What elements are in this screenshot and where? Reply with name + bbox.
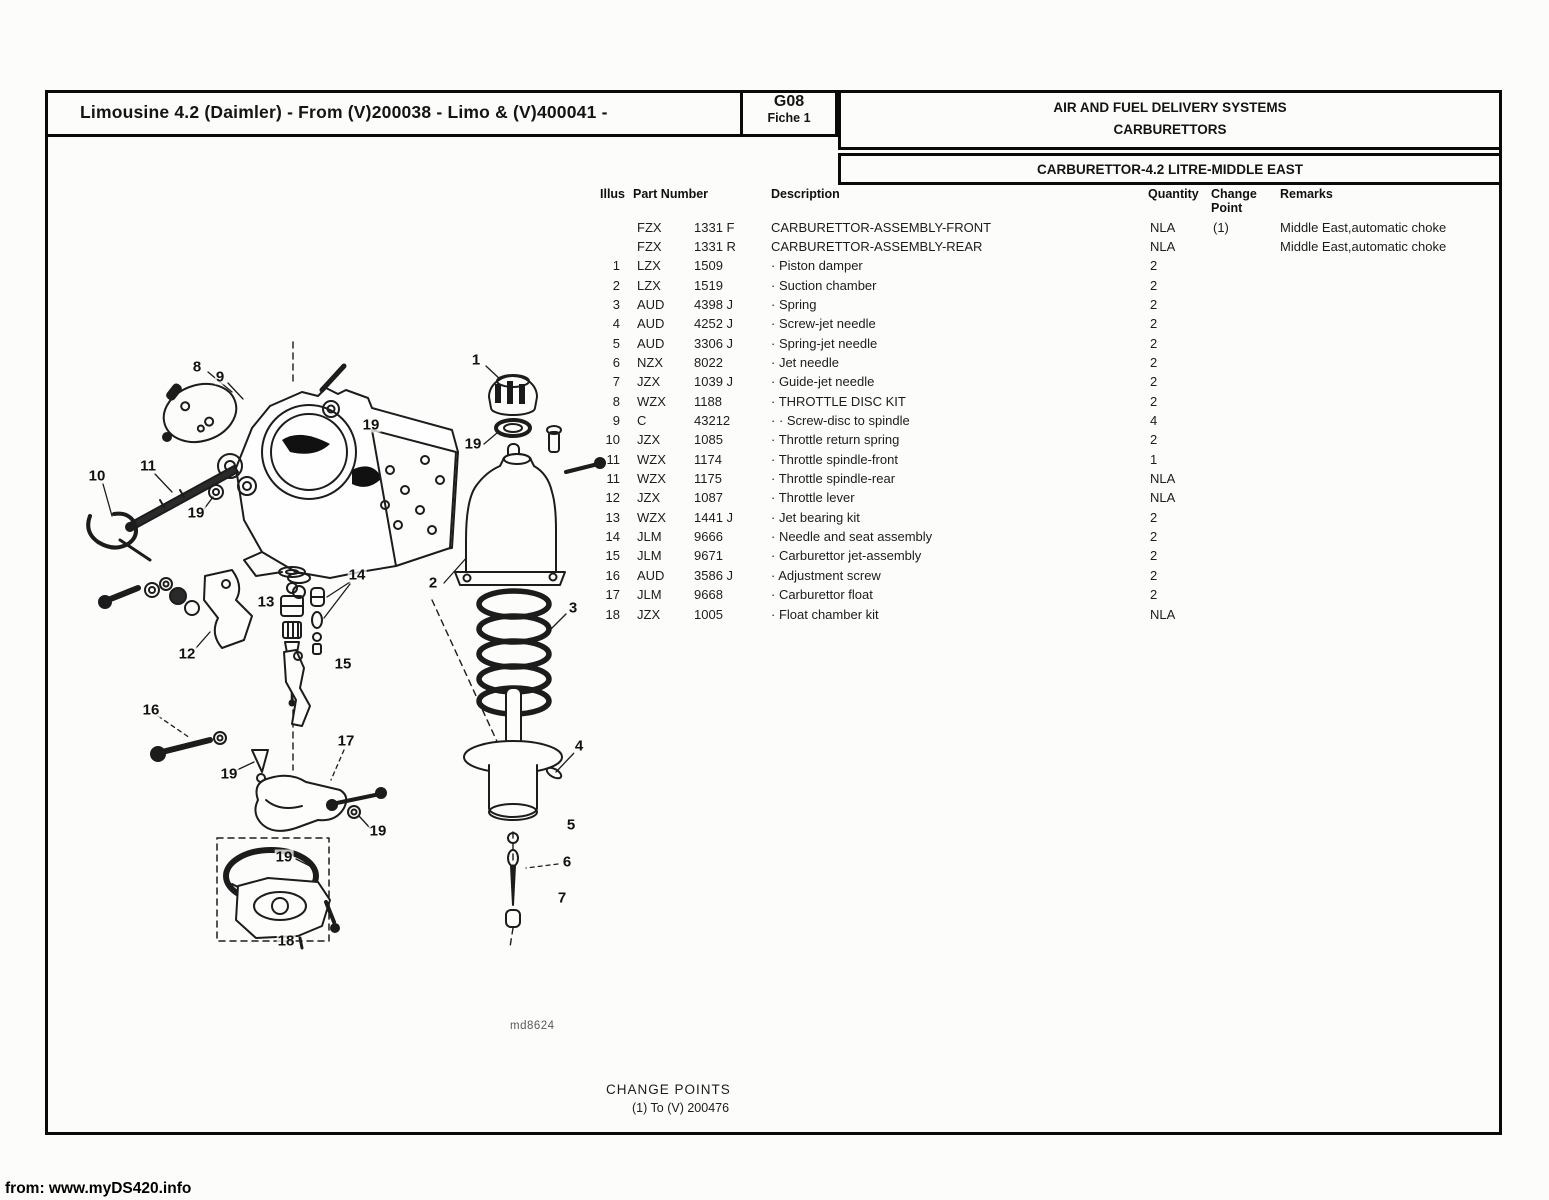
col-header-quantity: Quantity bbox=[1148, 187, 1199, 201]
cell-number: 1331 F bbox=[694, 219, 735, 235]
cell-description: CARBURETTOR-ASSEMBLY-REAR bbox=[771, 238, 983, 254]
cell-description: CARBURETTOR-ASSEMBLY-FRONT bbox=[771, 219, 992, 235]
cell-quantity: 4 bbox=[1150, 413, 1158, 428]
cell-number: 8022 bbox=[694, 354, 723, 370]
cell-quantity: NLA bbox=[1150, 606, 1176, 622]
cell-illus: 13 bbox=[605, 509, 620, 525]
fiche-box bbox=[740, 90, 838, 137]
change-points-entry: (1) To (V) 200476 bbox=[632, 1101, 730, 1115]
cell-illus: 10 bbox=[605, 432, 620, 448]
fiche-number: Fiche 1 bbox=[767, 111, 811, 125]
cell-remarks: Middle East,automatic choke bbox=[1280, 238, 1447, 254]
table-row bbox=[0, 278, 1549, 297]
cell-remarks: Middle East,automatic choke bbox=[1280, 219, 1447, 235]
cell-prefix: WZX bbox=[637, 471, 666, 487]
cell-quantity: NLA bbox=[1150, 238, 1176, 254]
cell-number: 4398 J bbox=[694, 296, 734, 312]
table-row bbox=[0, 239, 1549, 258]
callout-19: 19 bbox=[369, 822, 387, 840]
cell-quantity: 2 bbox=[1150, 432, 1158, 448]
page-title: Limousine 4.2 (Daimler) - From (V)200038 - Limo & (V)400041 - bbox=[45, 90, 743, 137]
cell-quantity: 2 bbox=[1150, 296, 1158, 312]
cell-quantity: 2 bbox=[1150, 316, 1158, 332]
cell-description: · Throttle return spring bbox=[771, 432, 900, 448]
cell-prefix: NZX bbox=[637, 354, 663, 370]
callout-1: 1 bbox=[471, 351, 481, 369]
system-header-box bbox=[838, 90, 1502, 150]
cell-number: 1039 J bbox=[694, 374, 734, 390]
cell-illus: 8 bbox=[612, 393, 620, 409]
cell-quantity: 2 bbox=[1150, 393, 1158, 409]
cell-illus: 1 bbox=[612, 258, 620, 274]
callout-9: 9 bbox=[215, 368, 225, 386]
cell-description: · Throttle spindle-front bbox=[771, 451, 898, 467]
cell-quantity: 2 bbox=[1150, 509, 1158, 525]
cell-description: · Throttle lever bbox=[771, 490, 855, 506]
cell-description: · Spring-jet needle bbox=[771, 335, 878, 351]
cell-prefix: AUD bbox=[637, 296, 665, 312]
cell-prefix: JZX bbox=[637, 374, 661, 390]
cell-illus: 6 bbox=[612, 354, 620, 370]
section-header-box: CARBURETTOR-4.2 LITRE-MIDDLE EAST bbox=[838, 153, 1502, 185]
cell-prefix: JZX bbox=[637, 606, 661, 622]
cell-prefix: C bbox=[637, 413, 647, 428]
cell-illus: 17 bbox=[605, 587, 620, 603]
figure-code: md8624 bbox=[510, 1020, 555, 1032]
float-chamber-drawing bbox=[226, 776, 386, 948]
cell-description: · Float chamber kit bbox=[771, 606, 879, 622]
throttle-lever-drawing bbox=[99, 570, 252, 648]
cell-description: · Suction chamber bbox=[771, 277, 877, 293]
cell-number: 9666 bbox=[694, 529, 723, 545]
cell-prefix: JZX bbox=[637, 490, 661, 506]
callout-14: 14 bbox=[348, 566, 366, 584]
cell-prefix: JLM bbox=[637, 587, 662, 603]
callout-19: 19 bbox=[275, 848, 293, 866]
table-row bbox=[0, 220, 1549, 239]
callout-16: 16 bbox=[142, 701, 160, 719]
cell-number: 1509 bbox=[694, 258, 723, 274]
col-header-point: Point bbox=[1211, 201, 1243, 215]
system-subtitle: CARBURETTORS bbox=[1113, 122, 1227, 137]
cell-illus: 5 bbox=[612, 335, 620, 351]
cell-description: · Adjustment screw bbox=[771, 567, 881, 583]
callout-18: 18 bbox=[277, 932, 295, 950]
cell-description: · Guide-jet needle bbox=[771, 374, 875, 390]
callout-2: 2 bbox=[428, 574, 438, 592]
table-row bbox=[0, 297, 1549, 316]
cell-description: · · Screw-disc to spindle bbox=[771, 413, 910, 428]
cell-number: 43212 bbox=[694, 413, 731, 428]
callout-19: 19 bbox=[464, 435, 482, 453]
cell-quantity: 2 bbox=[1150, 258, 1158, 274]
cell-prefix: WZX bbox=[637, 451, 666, 467]
callout-19: 19 bbox=[362, 416, 380, 434]
cell-description: · Screw-jet needle bbox=[771, 316, 876, 332]
cell-prefix: AUD bbox=[637, 335, 665, 351]
cell-illus: 15 bbox=[605, 548, 620, 564]
cell-illus: 16 bbox=[605, 567, 620, 583]
callout-5: 5 bbox=[566, 816, 576, 834]
cell-prefix: WZX bbox=[637, 509, 666, 525]
cell-prefix: JLM bbox=[637, 548, 662, 564]
col-header-illus: Illus bbox=[600, 187, 626, 201]
cell-description: · Carburettor float bbox=[771, 587, 873, 603]
callout-3: 3 bbox=[568, 599, 578, 617]
cell-illus: 7 bbox=[612, 374, 620, 390]
cell-number: 3306 J bbox=[694, 335, 734, 351]
cell-number: 1331 R bbox=[694, 238, 736, 254]
callout-11: 11 bbox=[140, 457, 156, 475]
piston-needle-drawing bbox=[464, 688, 563, 927]
cell-quantity: NLA bbox=[1150, 219, 1176, 235]
callout-4: 4 bbox=[574, 737, 584, 755]
cell-number: 9668 bbox=[694, 587, 723, 603]
callout-12: 12 bbox=[178, 645, 196, 663]
cell-quantity: NLA bbox=[1150, 490, 1176, 506]
callout-17: 17 bbox=[337, 732, 355, 750]
cell-prefix: LZX bbox=[637, 258, 661, 274]
callout-6: 6 bbox=[562, 853, 572, 871]
cell-illus: 3 bbox=[612, 296, 620, 312]
cell-number: 1005 bbox=[694, 606, 723, 622]
cell-number: 1519 bbox=[694, 277, 723, 293]
col-header-change: Change bbox=[1211, 187, 1257, 201]
callout-13: 13 bbox=[257, 593, 275, 611]
cell-description: · Spring bbox=[771, 296, 817, 312]
cell-illus: 9 bbox=[612, 413, 620, 428]
callout-7: 7 bbox=[557, 889, 567, 907]
source-credit: from: www.myDS420.info bbox=[5, 1180, 192, 1197]
cell-number: 1085 bbox=[694, 432, 723, 448]
cell-description: · Jet bearing kit bbox=[771, 509, 860, 525]
cell-quantity: 2 bbox=[1150, 374, 1158, 390]
cell-quantity: 2 bbox=[1150, 335, 1158, 351]
cell-illus: 11 bbox=[606, 471, 620, 487]
carburettor-exploded-diagram bbox=[55, 330, 655, 1010]
cell-prefix: AUD bbox=[637, 567, 665, 583]
cell-illus: 4 bbox=[612, 316, 620, 332]
callout-19: 19 bbox=[187, 504, 205, 522]
fiche-code: G08 bbox=[773, 93, 805, 110]
cell-number: 1174 bbox=[694, 451, 722, 467]
callout-15: 15 bbox=[334, 655, 352, 673]
cell-description: · THROTTLE DISC KIT bbox=[771, 393, 906, 409]
cell-illus: 2 bbox=[612, 277, 620, 293]
col-header-description: Description bbox=[771, 187, 840, 201]
carburettor-body-drawing bbox=[218, 366, 458, 598]
suction-chamber-drawing bbox=[455, 454, 565, 585]
cell-prefix: WZX bbox=[637, 393, 666, 409]
cell-quantity: 2 bbox=[1150, 567, 1158, 583]
cell-quantity: 2 bbox=[1150, 548, 1158, 564]
cell-number: 3586 J bbox=[694, 567, 734, 583]
cell-illus: 12 bbox=[605, 490, 620, 506]
col-header-part-number: Part Number bbox=[633, 187, 709, 201]
cell-prefix: AUD bbox=[637, 316, 665, 332]
cell-number: 9671 bbox=[694, 548, 723, 564]
callout-8: 8 bbox=[192, 358, 202, 376]
cell-description: · Needle and seat assembly bbox=[771, 529, 933, 545]
cell-description: · Jet needle bbox=[771, 354, 839, 370]
cell-change-point: (1) bbox=[1213, 219, 1229, 235]
cell-description: · Throttle spindle-rear bbox=[771, 471, 896, 487]
cell-illus: 14 bbox=[605, 529, 620, 545]
cell-quantity: 2 bbox=[1150, 277, 1158, 293]
cell-number: 1175 bbox=[694, 471, 722, 487]
cell-number: 4252 J bbox=[694, 316, 734, 332]
cell-description: · Piston damper bbox=[771, 258, 863, 274]
cell-prefix: FZX bbox=[637, 219, 662, 235]
cell-quantity: 2 bbox=[1150, 587, 1158, 603]
callout-10: 10 bbox=[88, 467, 106, 485]
cell-illus: 11 bbox=[606, 451, 620, 467]
system-title: AIR AND FUEL DELIVERY SYSTEMS bbox=[1053, 100, 1287, 115]
cell-quantity: 1 bbox=[1150, 451, 1158, 467]
callout-19: 19 bbox=[220, 765, 238, 783]
cell-prefix: JZX bbox=[637, 432, 661, 448]
cell-prefix: JLM bbox=[637, 529, 662, 545]
table-row bbox=[0, 258, 1549, 277]
cell-prefix: LZX bbox=[637, 277, 661, 293]
cell-number: 1188 bbox=[694, 393, 722, 409]
cell-quantity: NLA bbox=[1150, 471, 1176, 487]
cell-prefix: FZX bbox=[637, 238, 662, 254]
cell-number: 1087 bbox=[694, 490, 723, 506]
cell-description: · Carburettor jet-assembly bbox=[771, 548, 922, 564]
cell-illus: 18 bbox=[605, 606, 620, 622]
needle-seat-drawing bbox=[151, 650, 310, 782]
cell-quantity: 2 bbox=[1150, 354, 1158, 370]
cell-quantity: 2 bbox=[1150, 529, 1158, 545]
col-header-remarks: Remarks bbox=[1280, 187, 1333, 201]
cell-number: 1441 J bbox=[694, 509, 734, 525]
change-points-title: CHANGE POINTS bbox=[606, 1082, 731, 1097]
